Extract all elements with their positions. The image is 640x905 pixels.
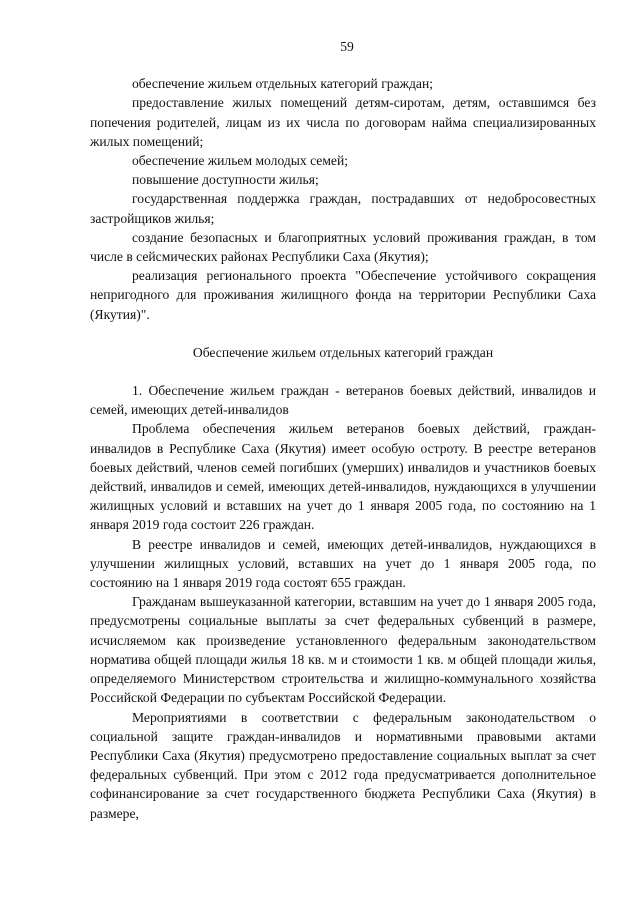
section-heading: Обеспечение жильем отдельных категорий граждан [192,344,494,360]
list-item: предоставление жилых помещений детям-сиротам, детям, оставшимся без попечения родителей, лицам из их числа по договорам найма специализированных жилых помещений; [90,95,596,149]
body-paragraph: В реестре инвалидов и семей, имеющих детей-инвалидов, нуждающихся в улучшении жилищных условий, вставших на учет до 1 января 2005 года, по состоянию на 1 января 2019 года состоят 655 граждан. [90,536,596,591]
page-number: 59 [340,39,354,54]
subsection-title: 1. Обеспечение жильем граждан - ветеранов боевых действий, инвалидов и семей, имеющих детей-инвалидов [90,383,596,418]
body-paragraph: Мероприятиями в соответствии с федеральным законодательством о социальной защите граждан-инвалидов и нормативными правовыми актами Республики Саха (Якутия) предусмотрено предоставление социальных выплат за счет федеральных субвенций. При этом с 2012 года предусматривается дополнительное софинансирование за счет государственного бюджета Республики Саха (Якутия) в размере, [90,709,596,821]
body-paragraph: Проблема обеспечения жильем ветеранов боевых действий, граждан-инвалидов в Республике Саха (Якутия) имеет особую остроту. В реестре ветеранов боевых действий, членов семей погибших (умерших) инвалидов и участников боевых действий, инвалидов и семей, имеющих детей-инвалидов, нуждающихся в улучшении жилищных условий и вставших на учет до 1 января 2005 года, по состоянию на 1 января 2019 года состоит 226 граждан. [90,421,596,533]
list-item: государственная поддержка граждан, пострадавших от недобросовестных застройщиков жилья; [90,191,596,226]
body-paragraph: Гражданам вышеуказанной категории, вставшим на учет до 1 января 2005 года, предусмотрены социальные выплаты за счет федеральных субвенций в размере, исчисляемом как произведение установленного федеральным законодательством норматива общей площади жилья 18 кв. м и стоимости 1 кв. м общей площади жилья, определяемого Министерством строительства и жилищно-коммунального хозяйства Российской Федерации по субъектам Российской Федерации. [90,594,596,706]
list-item: создание безопасных и благоприятных условий проживания граждан, в том числе в сейсмических районах Республики Саха (Якутия); [90,229,596,265]
list-item: обеспечение жильем молодых семей; [132,153,349,169]
list-item: реализация регионального проекта "Обеспечение устойчивого сокращения непригодного для проживания жилищного фонда на территории Республики Саха (Якутия)". [90,268,596,322]
list-item: повышение доступности жилья; [132,172,319,188]
list-item: обеспечение жильем отдельных категорий граждан; [132,76,433,92]
